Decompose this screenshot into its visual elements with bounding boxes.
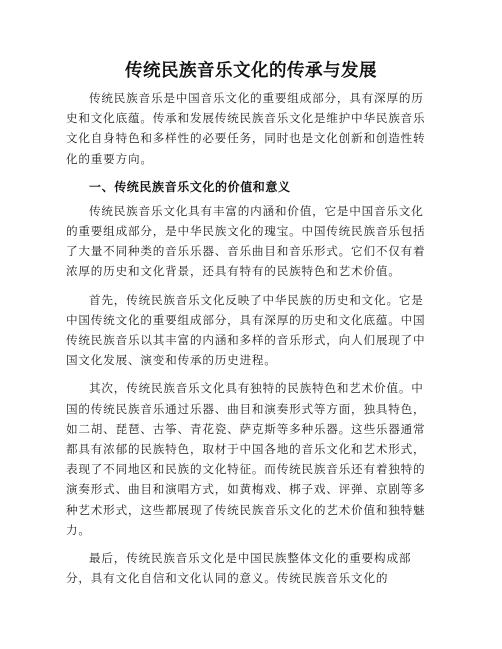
document-title: 传统民族音乐文化的传承与发展 <box>125 61 377 81</box>
body-paragraph: 其次，传统民族音乐文化具有独特的民族特色和艺术价值。中国的传统民族音乐通过乐器、曲目和演奏形式等方面，独具特色，如二胡、琵琶、古筝、青花瓷、萨克斯等多种乐器。这些乐器通常都具有浓郁的民族特色，取材于中国各地的音乐文化和艺术形式，表现了不同地区和民族的文化特征。而传统民族音乐还有着独特的演奏形式、曲目和演唱方式，如黄梅戏、梆子戏、评弹、京剧等多种艺术形式，这些都展现了传统民族音乐文化的艺术价值和独特魅力。 <box>66 381 426 537</box>
document-page <box>66 58 436 596</box>
body-paragraph: 首先，传统民族音乐文化反映了中华民族的历史和文化。它是中国传统文化的重要组成部分，具有深厚的历史和文化底蕴。中国传统民族音乐以其丰富的内涵和多样的音乐形式，向人们展现了中国文化发展、演变和传承的历史进程。 <box>66 292 426 368</box>
body-paragraph: 传统民族音乐文化具有丰富的内涵和价值，它是中国音乐文化的重要组成部分，是中华民族文化的瑰宝。中国传统民族音乐包括了大量不同种类的音乐乐器、音乐曲目和音乐形式。它们不仅有着浓厚的历史和文化背景，还具有特有的民族特色和艺术价值。 <box>66 203 426 279</box>
section-heading: 一、传统民族音乐文化的价值和意义 <box>89 179 291 194</box>
intro-paragraph: 传统民族音乐是中国音乐文化的重要组成部分，具有深厚的历史和文化底蕴。传承和发展传统民族音乐文化是维护中华民族音乐文化自身特色和多样性的必要任务，同时也是文化创新和创造性转化的重要方向。 <box>66 91 426 166</box>
body-paragraph: 最后，传统民族音乐文化是中国民族整体文化的重要构成部分，具有文化自信和文化认同的意义。传统民族音乐文化的 <box>66 551 412 586</box>
